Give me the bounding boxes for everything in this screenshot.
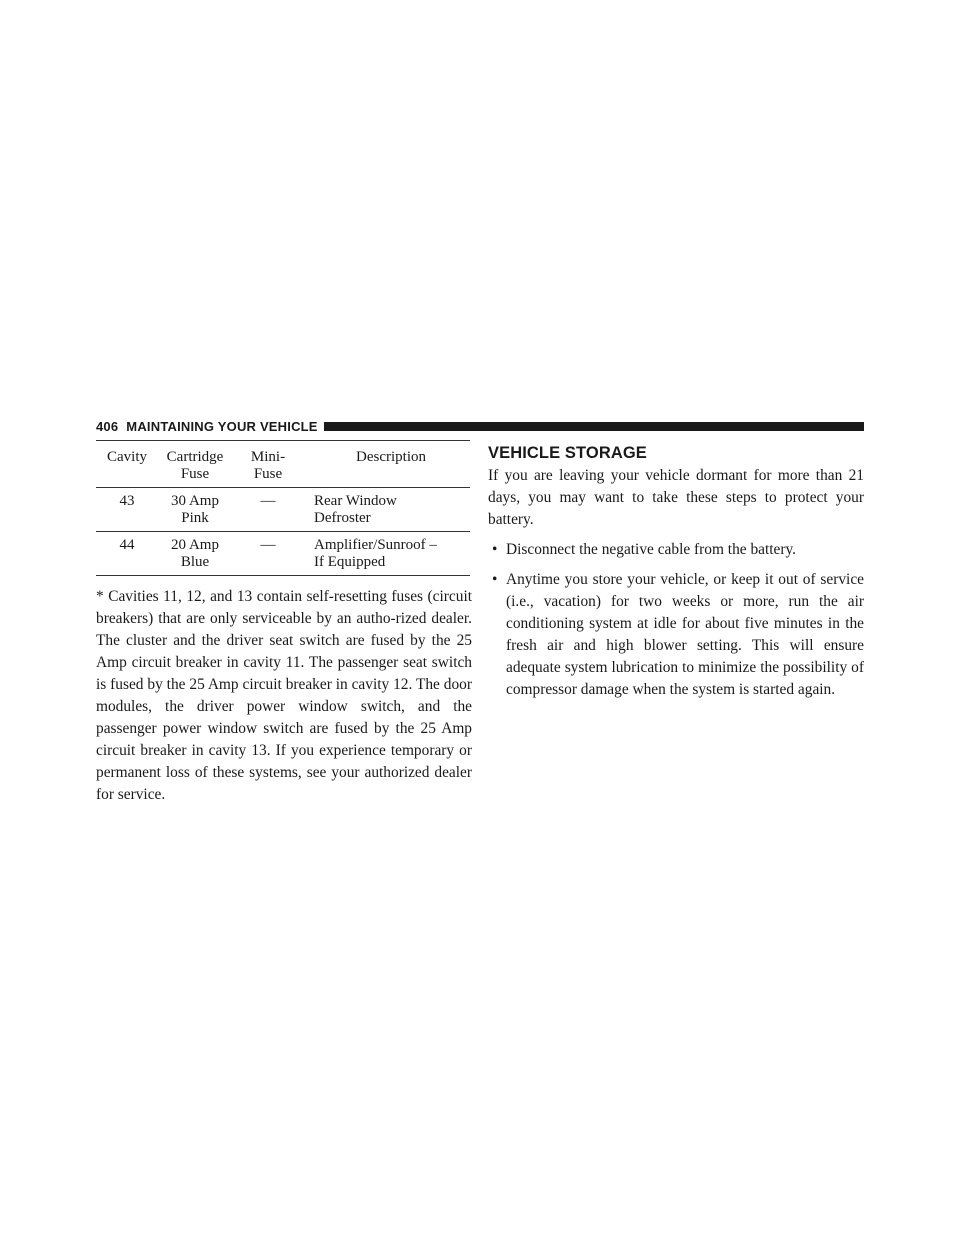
header-cavity: Cavity (96, 441, 158, 488)
cell-description: Rear Window Defroster (304, 488, 470, 532)
list-item (488, 539, 864, 561)
vehicle-storage-steps (488, 539, 864, 701)
table-row (96, 488, 470, 532)
cell-cartridge: 30 Amp Pink (158, 488, 232, 532)
header-mini-fuse: Mini- Fuse (232, 441, 304, 488)
list-item (488, 569, 864, 701)
bullet-icon: • (492, 541, 498, 558)
cell-cavity: 44 (96, 532, 158, 576)
header-cartridge-fuse: Cartridge Fuse (158, 441, 232, 488)
circuit-breaker-footnote: * Cavities 11, 12, and 13 contain self-resetting fuses (circuit breakers) that are only serviceable by an autho-rized dealer. The cluster and the driver seat switch are fused by the 25 Amp circuit breaker in cavity 11. The passenger seat switch is fused by the 25 Amp circuit breaker in cavity 12. The door modules, the driver power window switch, and the passenger power window switch are fused by the 25 Amp circuit breaker in cavity 13. If you experience temporary or permanent loss of these systems, see your authorized dealer for service. (96, 588, 472, 803)
vehicle-storage-heading: VEHICLE STORAGE (488, 444, 647, 462)
header-rule (324, 422, 864, 431)
step-text: Anytime you store your vehicle, or keep it out of service (i.e., vacation) for two weeks or more, run the air conditioning system at idle for about five minutes in the fresh air and high blower setting. This will ensure adequate system lubrication to minimize the possibility of compressor damage when the system is started again. (506, 571, 864, 698)
cell-mini: — (232, 532, 304, 576)
left-column (96, 440, 474, 821)
vehicle-storage-intro: If you are leaving your vehicle dormant for more than 21 days, you may want to take these steps to protect your battery. (488, 467, 864, 528)
step-text: Disconnect the negative cable from the battery. (506, 541, 797, 558)
right-column (488, 440, 864, 709)
table-row (96, 532, 470, 576)
cell-mini: — (232, 488, 304, 532)
fuse-table (96, 440, 470, 576)
header-description: Description (304, 441, 470, 488)
bullet-icon: • (492, 571, 498, 588)
cell-cartridge: 20 Amp Blue (158, 532, 232, 576)
cell-cavity: 43 (96, 488, 158, 532)
section-header-title: MAINTAINING YOUR VEHICLE (126, 418, 318, 434)
page-header (96, 416, 864, 436)
table-header-row (96, 441, 470, 488)
cell-description: Amplifier/Sunroof – If Equipped (304, 532, 470, 576)
page-number: 406 (96, 418, 119, 434)
